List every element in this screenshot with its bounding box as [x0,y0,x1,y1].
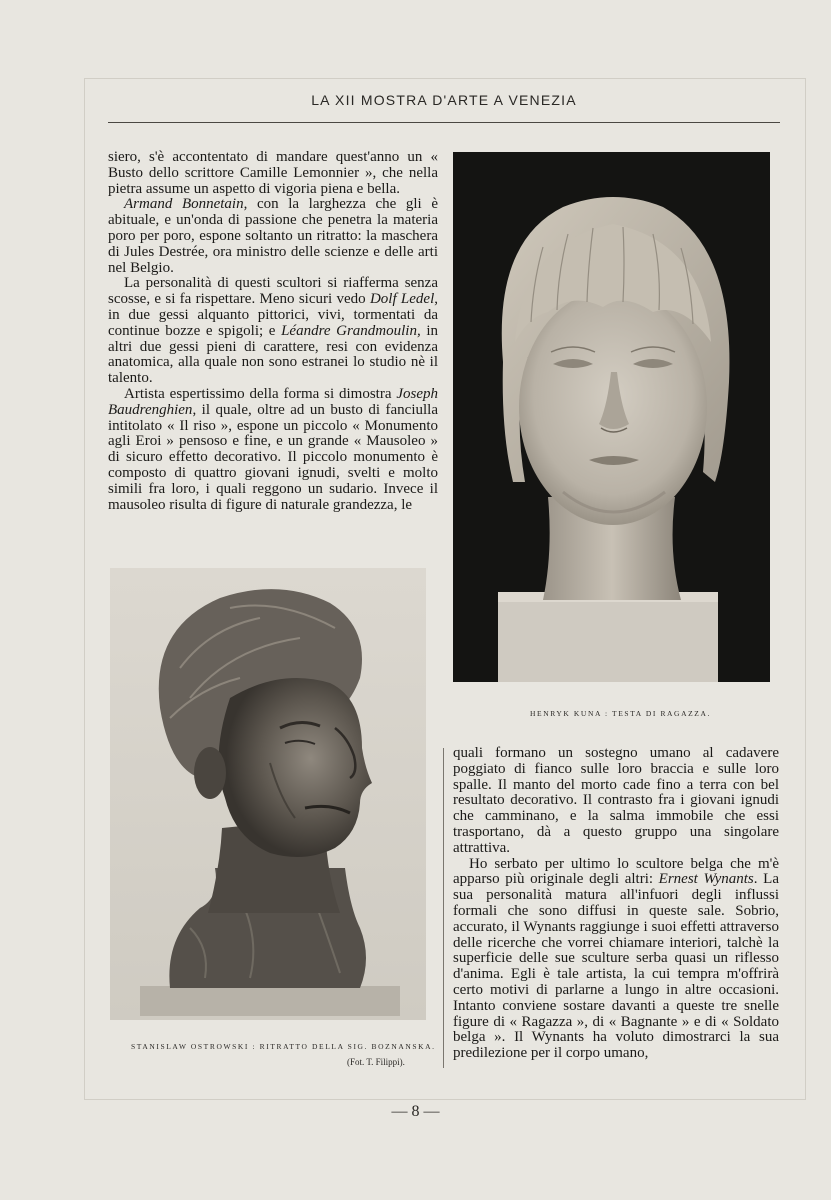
caption-kuna: HENRYK KUNA : TESTA DI RAGAZZA. [530,709,711,718]
paragraph [453,746,779,857]
artist-name: Dolf Ledel [369,291,435,308]
right-text-column [453,746,779,1062]
column-divider [443,748,444,1068]
photo-credit: (Fot. T. Filippi). [347,1057,405,1067]
paragraph [108,197,438,276]
artist-name: Armand Bonnetain [124,196,244,213]
text-run: . La sua personalità matura all'infuori degli influssi formali che sono diffusi in queste sale. Sobrio, accurato, il Wynants raggiunge i suoi effetti attraverso delle ricerche che vorrei chiamare interiori, talchè la superficie delle sue sculture serba quasi un riflesso d'anima. Egli è tale artista, la cui tempra m'offrirà certo motivi di parlarne a lungo in altre occasioni. Intanto conviene sostare davanti a queste tre snelle figure di « Ragazza », di « Bagnante » e di « Soldato belga ». Il Wynants ha voluto dimostrarci la sua predilezione per il corpo umano, [453,871,779,1062]
left-text-column [108,150,438,513]
text-run: Ho serbato per ultimo lo scultore belga che m'è apparso più originale degli altri: [453,855,779,888]
text-run: , il quale, oltre ad un busto di fanciulla intitolato « Il riso », espone un piccolo « Monumento agli Eroi » pensoso e fine, e un grande « Mausoleo » di sicuro effetto decorativo. Il piccolo monumento è composto di quattro giovani ignudi, svelti e molto simili fra loro, i quali reggono un sudario. Invece il mausoleo risulta di figure di naturale grandezza, le [108,401,438,513]
header-rule [108,122,780,123]
paragraph [453,857,779,1062]
page-number: — 8 — [391,1103,440,1120]
artist-name: Léandre Grandmoulin, [281,322,421,339]
artist-name: Joseph Baudrenghien [108,385,438,418]
text-run: quali formano un sostegno umano al cadavere poggiato di fianco sulle loro braccia e sulle loro spalle. Il manto del morto cade fino a terra con bel resultato decorativo. Il contrasto fra i giovani ignudi che camminano, e la salma immobile che essi trasportano, dà a questo gruppo una singolare attrattiva. [453,745,779,856]
paragraph [108,276,438,387]
text-run: , con la larghezza che gli è abituale, e un'onda di passione che penetra la materia poro per poro, espone soltanto un ritratto: la maschera di Jules Destrée, ora ministro delle scienze e delle arti nel Belgio. [108,196,438,276]
caption-ostrowski: STANISLAW OSTROWSKI : RITRATTO DELLA SIG. BOZNANSKA. [131,1042,436,1051]
text-run: in altri due gessi pieni di carattere, resi con evidenza anatomica, alla quale non sono estranei lo studio nè il talento. [108,322,439,387]
paragraph [108,150,438,197]
photo-kuna-girl-head [453,152,770,682]
text-run: , in due gessi alquanto pittorici, vivi, tormentati da continue bozze e spigoli; e [108,291,438,339]
text-run: Artista espertissimo della forma si dimostra [124,385,397,402]
photo-ostrowski-bust [110,568,426,1020]
paragraph [108,387,438,513]
artist-name: Ernest Wynants [658,871,754,888]
text-run: La personalità di questi scultori si riafferma senza scosse, e si fa rispettare. Meno sicuri vedo [108,275,438,308]
running-header: LA XII MOSTRA D'ARTE A VENEZIA [311,92,577,108]
text-run: siero, s'è accontentato di mandare quest'anno un « Busto dello scrittore Camille Lemonnier », che nella pietra assume un aspetto di vigoria piena e bella. [108,149,438,197]
